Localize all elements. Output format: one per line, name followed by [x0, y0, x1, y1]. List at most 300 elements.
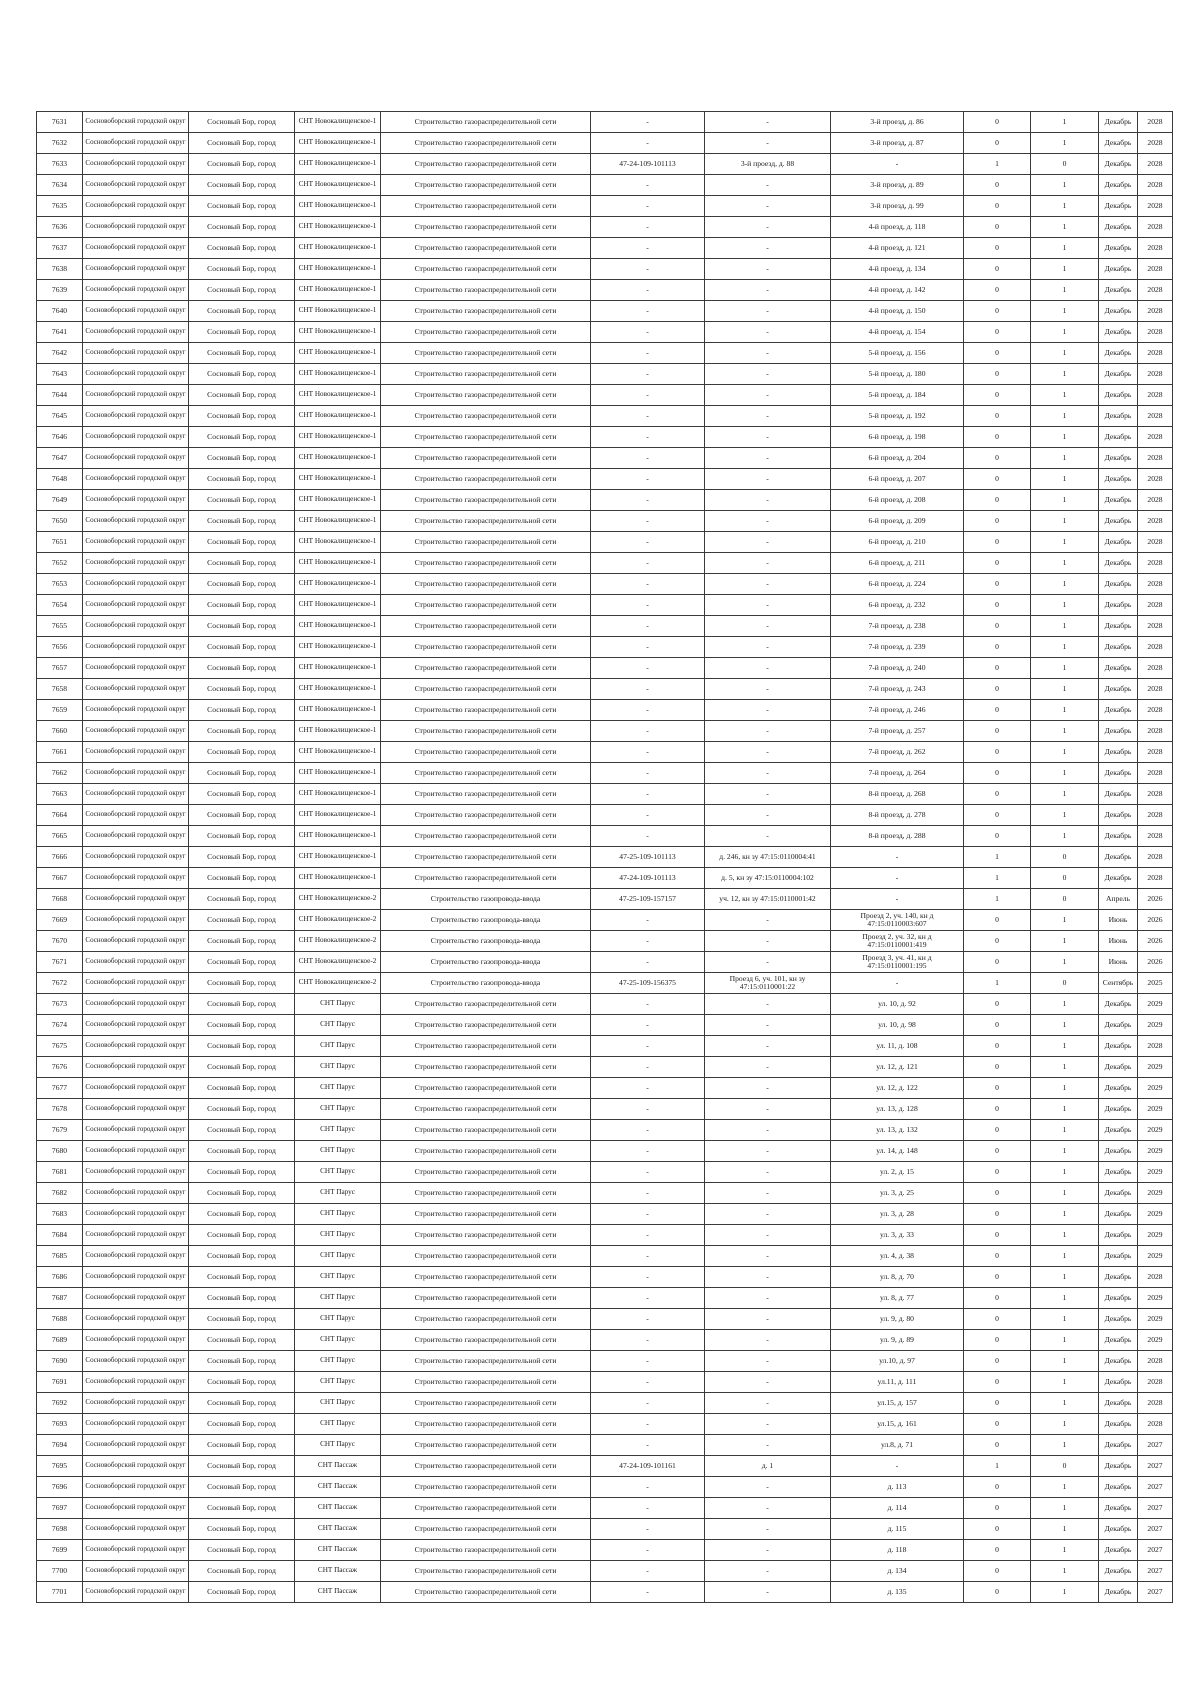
- count-b-cell: 0: [1031, 973, 1099, 994]
- row-number-cell: 7631: [37, 112, 83, 133]
- month-cell: Декабрь: [1099, 1288, 1138, 1309]
- cadastral-code-cell: -: [591, 742, 705, 763]
- row-number-cell: 7643: [37, 364, 83, 385]
- year-cell: 2028: [1138, 133, 1173, 154]
- table-row: [37, 280, 1173, 301]
- table-row: [37, 1099, 1173, 1120]
- count-a-cell: 0: [964, 1435, 1031, 1456]
- settlement-cell: Сосновый Бор, город: [189, 1015, 295, 1036]
- count-a-cell: 0: [964, 1078, 1031, 1099]
- row-number-cell: 7636: [37, 217, 83, 238]
- row-number-cell: 7633: [37, 154, 83, 175]
- count-a-cell: 1: [964, 847, 1031, 868]
- snt-cell: СНТ Новокалищенское-1: [295, 553, 381, 574]
- work-type-cell: Строительство газораспределительной сети: [381, 133, 591, 154]
- snt-cell: СНТ Парус: [295, 1057, 381, 1078]
- work-type-cell: Строительство газораспределительной сети: [381, 595, 591, 616]
- municipality-cell: Сосновоборский городской округ: [83, 1414, 189, 1435]
- count-b-cell: 1: [1031, 637, 1099, 658]
- connected-address-cell: уч. 12, кн зу 47:15:0110001:42: [705, 889, 831, 910]
- count-a-cell: 1: [964, 1456, 1031, 1477]
- count-b-cell: 1: [1031, 406, 1099, 427]
- municipality-cell: Сосновоборский городской округ: [83, 406, 189, 427]
- connected-address-cell: -: [705, 1393, 831, 1414]
- year-cell: 2028: [1138, 826, 1173, 847]
- row-number-cell: 7687: [37, 1288, 83, 1309]
- planned-address-cell: 7-й проезд, д. 264: [831, 763, 964, 784]
- connected-address-cell: -: [705, 1036, 831, 1057]
- work-type-cell: Строительство газораспределительной сети: [381, 511, 591, 532]
- municipality-cell: Сосновоборский городской округ: [83, 1099, 189, 1120]
- connected-address-cell: -: [705, 448, 831, 469]
- cadastral-code-cell: -: [591, 259, 705, 280]
- row-number-cell: 7640: [37, 301, 83, 322]
- count-a-cell: 0: [964, 1330, 1031, 1351]
- table-row: [37, 511, 1173, 532]
- count-a-cell: 0: [964, 679, 1031, 700]
- settlement-cell: Сосновый Бор, город: [189, 196, 295, 217]
- work-type-cell: Строительство газораспределительной сети: [381, 1288, 591, 1309]
- month-cell: Декабрь: [1099, 784, 1138, 805]
- count-a-cell: 0: [964, 1540, 1031, 1561]
- snt-cell: СНТ Новокалищенское-1: [295, 784, 381, 805]
- count-b-cell: 1: [1031, 1078, 1099, 1099]
- municipality-cell: Сосновоборский городской округ: [83, 1141, 189, 1162]
- row-number-cell: 7671: [37, 952, 83, 973]
- year-cell: 2028: [1138, 532, 1173, 553]
- year-cell: 2027: [1138, 1582, 1173, 1603]
- work-type-cell: Строительство газораспределительной сети: [381, 1246, 591, 1267]
- count-b-cell: 1: [1031, 217, 1099, 238]
- count-a-cell: 0: [964, 1204, 1031, 1225]
- count-a-cell: 0: [964, 217, 1031, 238]
- table-row: [37, 700, 1173, 721]
- month-cell: Декабрь: [1099, 1267, 1138, 1288]
- settlement-cell: Сосновый Бор, город: [189, 910, 295, 931]
- connected-address-cell: -: [705, 217, 831, 238]
- planned-address-cell: 7-й проезд, д. 243: [831, 679, 964, 700]
- planned-address-cell: 6-й проезд, д. 224: [831, 574, 964, 595]
- count-a-cell: 0: [964, 931, 1031, 952]
- count-a-cell: 0: [964, 175, 1031, 196]
- connected-address-cell: -: [705, 490, 831, 511]
- cadastral-code-cell: -: [591, 1540, 705, 1561]
- settlement-cell: Сосновый Бор, город: [189, 1162, 295, 1183]
- year-cell: 2028: [1138, 784, 1173, 805]
- cadastral-code-cell: 47-25-109-157157: [591, 889, 705, 910]
- month-cell: Декабрь: [1099, 637, 1138, 658]
- work-type-cell: Строительство газораспределительной сети: [381, 301, 591, 322]
- cadastral-code-cell: -: [591, 217, 705, 238]
- snt-cell: СНТ Новокалищенское-1: [295, 721, 381, 742]
- municipality-cell: Сосновоборский городской округ: [83, 1330, 189, 1351]
- count-a-cell: 0: [964, 1414, 1031, 1435]
- month-cell: Декабрь: [1099, 301, 1138, 322]
- row-number-cell: 7639: [37, 280, 83, 301]
- connected-address-cell: -: [705, 1141, 831, 1162]
- work-type-cell: Строительство газораспределительной сети: [381, 1351, 591, 1372]
- settlement-cell: Сосновый Бор, город: [189, 889, 295, 910]
- count-a-cell: 0: [964, 553, 1031, 574]
- snt-cell: СНТ Пассаж: [295, 1561, 381, 1582]
- table-row: [37, 1162, 1173, 1183]
- cadastral-code-cell: -: [591, 1519, 705, 1540]
- month-cell: Декабрь: [1099, 217, 1138, 238]
- table-row: [37, 1393, 1173, 1414]
- snt-cell: СНТ Новокалищенское-1: [295, 133, 381, 154]
- count-b-cell: 1: [1031, 1246, 1099, 1267]
- work-type-cell: Строительство газопровода-ввода: [381, 973, 591, 994]
- table-row: [37, 637, 1173, 658]
- cadastral-code-cell: -: [591, 931, 705, 952]
- settlement-cell: Сосновый Бор, город: [189, 1309, 295, 1330]
- year-cell: 2028: [1138, 658, 1173, 679]
- row-number-cell: 7637: [37, 238, 83, 259]
- settlement-cell: Сосновый Бор, город: [189, 742, 295, 763]
- year-cell: 2027: [1138, 1540, 1173, 1561]
- work-type-cell: Строительство газораспределительной сети: [381, 994, 591, 1015]
- work-type-cell: Строительство газораспределительной сети: [381, 1414, 591, 1435]
- table-row: [37, 322, 1173, 343]
- count-a-cell: 0: [964, 364, 1031, 385]
- municipality-cell: Сосновоборский городской округ: [83, 175, 189, 196]
- table-row: [37, 1141, 1173, 1162]
- count-b-cell: 1: [1031, 679, 1099, 700]
- count-b-cell: 1: [1031, 658, 1099, 679]
- cadastral-code-cell: -: [591, 1372, 705, 1393]
- count-a-cell: 0: [964, 1246, 1031, 1267]
- planned-address-cell: 6-й проезд, д. 207: [831, 469, 964, 490]
- cadastral-code-cell: -: [591, 1330, 705, 1351]
- count-b-cell: 1: [1031, 322, 1099, 343]
- count-b-cell: 1: [1031, 448, 1099, 469]
- year-cell: 2028: [1138, 112, 1173, 133]
- row-number-cell: 7700: [37, 1561, 83, 1582]
- table-row: [37, 973, 1173, 994]
- planned-address-cell: 7-й проезд, д. 262: [831, 742, 964, 763]
- count-b-cell: 1: [1031, 1309, 1099, 1330]
- count-a-cell: 0: [964, 1519, 1031, 1540]
- cadastral-code-cell: -: [591, 1078, 705, 1099]
- count-a-cell: 0: [964, 196, 1031, 217]
- table-row: [37, 259, 1173, 280]
- snt-cell: СНТ Новокалищенское-1: [295, 616, 381, 637]
- snt-cell: СНТ Новокалищенское-1: [295, 532, 381, 553]
- row-number-cell: 7635: [37, 196, 83, 217]
- cadastral-code-cell: 47-24-109-101161: [591, 1456, 705, 1477]
- count-b-cell: 1: [1031, 280, 1099, 301]
- settlement-cell: Сосновый Бор, город: [189, 1288, 295, 1309]
- work-type-cell: Строительство газораспределительной сети: [381, 1267, 591, 1288]
- connected-address-cell: -: [705, 658, 831, 679]
- work-type-cell: Строительство газораспределительной сети: [381, 1120, 591, 1141]
- connected-address-cell: -: [705, 1162, 831, 1183]
- year-cell: 2028: [1138, 616, 1173, 637]
- count-b-cell: 1: [1031, 700, 1099, 721]
- cadastral-code-cell: -: [591, 616, 705, 637]
- table-row: [37, 1561, 1173, 1582]
- municipality-cell: Сосновоборский городской округ: [83, 532, 189, 553]
- settlement-cell: Сосновый Бор, город: [189, 1498, 295, 1519]
- count-a-cell: 0: [964, 763, 1031, 784]
- planned-address-cell: 3-й проезд, д. 86: [831, 112, 964, 133]
- municipality-cell: Сосновоборский городской округ: [83, 1225, 189, 1246]
- count-b-cell: 1: [1031, 931, 1099, 952]
- count-b-cell: 1: [1031, 1120, 1099, 1141]
- connected-address-cell: -: [705, 637, 831, 658]
- snt-cell: СНТ Парус: [295, 1393, 381, 1414]
- month-cell: Декабрь: [1099, 826, 1138, 847]
- connected-address-cell: -: [705, 406, 831, 427]
- row-number-cell: 7642: [37, 343, 83, 364]
- work-type-cell: Строительство газораспределительной сети: [381, 532, 591, 553]
- table-row: [37, 721, 1173, 742]
- count-b-cell: 1: [1031, 175, 1099, 196]
- planned-address-cell: ул. 9, д. 80: [831, 1309, 964, 1330]
- connected-address-cell: -: [705, 1498, 831, 1519]
- work-type-cell: Строительство газопровода-ввода: [381, 910, 591, 931]
- planned-address-cell: 7-й проезд, д. 238: [831, 616, 964, 637]
- municipality-cell: Сосновоборский городской округ: [83, 1015, 189, 1036]
- year-cell: 2029: [1138, 1183, 1173, 1204]
- connected-address-cell: -: [705, 238, 831, 259]
- count-a-cell: 0: [964, 1561, 1031, 1582]
- table-row: [37, 805, 1173, 826]
- month-cell: Декабрь: [1099, 847, 1138, 868]
- settlement-cell: Сосновый Бор, город: [189, 658, 295, 679]
- month-cell: Декабрь: [1099, 511, 1138, 532]
- count-b-cell: 1: [1031, 1351, 1099, 1372]
- cadastral-code-cell: -: [591, 1204, 705, 1225]
- row-number-cell: 7665: [37, 826, 83, 847]
- count-a-cell: 0: [964, 742, 1031, 763]
- table-row: [37, 1351, 1173, 1372]
- row-number-cell: 7669: [37, 910, 83, 931]
- municipality-cell: Сосновоборский городской округ: [83, 322, 189, 343]
- municipality-cell: Сосновоборский городской округ: [83, 1561, 189, 1582]
- table-row: [37, 616, 1173, 637]
- table-row: [37, 679, 1173, 700]
- work-type-cell: Строительство газораспределительной сети: [381, 763, 591, 784]
- planned-address-cell: 6-й проезд, д. 198: [831, 427, 964, 448]
- table-row: [37, 196, 1173, 217]
- count-b-cell: 1: [1031, 1015, 1099, 1036]
- count-b-cell: 1: [1031, 1582, 1099, 1603]
- municipality-cell: Сосновоборский городской округ: [83, 1498, 189, 1519]
- table-row: [37, 238, 1173, 259]
- count-a-cell: 0: [964, 385, 1031, 406]
- municipality-cell: Сосновоборский городской округ: [83, 112, 189, 133]
- cadastral-code-cell: -: [591, 1267, 705, 1288]
- count-b-cell: 1: [1031, 1540, 1099, 1561]
- planned-address-cell: 4-й проезд, д. 154: [831, 322, 964, 343]
- count-b-cell: 1: [1031, 1498, 1099, 1519]
- year-cell: 2029: [1138, 1330, 1173, 1351]
- month-cell: Декабрь: [1099, 1309, 1138, 1330]
- work-type-cell: Строительство газораспределительной сети: [381, 1456, 591, 1477]
- row-number-cell: 7656: [37, 637, 83, 658]
- snt-cell: СНТ Новокалищенское-1: [295, 763, 381, 784]
- snt-cell: СНТ Новокалищенское-1: [295, 469, 381, 490]
- count-b-cell: 1: [1031, 511, 1099, 532]
- work-type-cell: Строительство газораспределительной сети: [381, 1435, 591, 1456]
- year-cell: 2028: [1138, 406, 1173, 427]
- cadastral-code-cell: -: [591, 826, 705, 847]
- cadastral-code-cell: -: [591, 532, 705, 553]
- work-type-cell: Строительство газораспределительной сети: [381, 238, 591, 259]
- table-row: [37, 1456, 1173, 1477]
- count-a-cell: 0: [964, 994, 1031, 1015]
- row-number-cell: 7638: [37, 259, 83, 280]
- month-cell: Декабрь: [1099, 322, 1138, 343]
- cadastral-code-cell: -: [591, 1414, 705, 1435]
- month-cell: Декабрь: [1099, 175, 1138, 196]
- snt-cell: СНТ Новокалищенское-1: [295, 280, 381, 301]
- month-cell: Декабрь: [1099, 1246, 1138, 1267]
- cadastral-code-cell: -: [591, 280, 705, 301]
- row-number-cell: 7646: [37, 427, 83, 448]
- planned-address-cell: 6-й проезд, д. 211: [831, 553, 964, 574]
- snt-cell: СНТ Новокалищенское-2: [295, 952, 381, 973]
- settlement-cell: Сосновый Бор, город: [189, 301, 295, 322]
- settlement-cell: Сосновый Бор, город: [189, 1414, 295, 1435]
- connected-address-cell: -: [705, 1330, 831, 1351]
- row-number-cell: 7652: [37, 553, 83, 574]
- count-b-cell: 0: [1031, 868, 1099, 889]
- row-number-cell: 7692: [37, 1393, 83, 1414]
- row-number-cell: 7691: [37, 1372, 83, 1393]
- cadastral-code-cell: -: [591, 721, 705, 742]
- year-cell: 2028: [1138, 448, 1173, 469]
- planned-address-cell: Проезд 3, уч. 41, кн д 47:15:0110001:195: [831, 952, 964, 973]
- cadastral-code-cell: -: [591, 448, 705, 469]
- table-body: [37, 112, 1173, 1603]
- count-a-cell: 0: [964, 784, 1031, 805]
- month-cell: Декабрь: [1099, 1351, 1138, 1372]
- row-number-cell: 7634: [37, 175, 83, 196]
- work-type-cell: Строительство газораспределительной сети: [381, 1204, 591, 1225]
- municipality-cell: Сосновоборский городской округ: [83, 1351, 189, 1372]
- work-type-cell: Строительство газораспределительной сети: [381, 574, 591, 595]
- snt-cell: СНТ Новокалищенское-1: [295, 322, 381, 343]
- planned-address-cell: д. 134: [831, 1561, 964, 1582]
- row-number-cell: 7698: [37, 1519, 83, 1540]
- snt-cell: СНТ Парус: [295, 1351, 381, 1372]
- planned-address-cell: 4-й проезд, д. 118: [831, 217, 964, 238]
- snt-cell: СНТ Парус: [295, 1099, 381, 1120]
- work-type-cell: Строительство газораспределительной сети: [381, 700, 591, 721]
- connected-address-cell: -: [705, 616, 831, 637]
- municipality-cell: Сосновоборский городской округ: [83, 1519, 189, 1540]
- count-a-cell: 0: [964, 910, 1031, 931]
- snt-cell: СНТ Пассаж: [295, 1477, 381, 1498]
- settlement-cell: Сосновый Бор, город: [189, 763, 295, 784]
- year-cell: 2028: [1138, 637, 1173, 658]
- year-cell: 2028: [1138, 364, 1173, 385]
- settlement-cell: Сосновый Бор, город: [189, 1141, 295, 1162]
- count-b-cell: 1: [1031, 994, 1099, 1015]
- connected-address-cell: -: [705, 763, 831, 784]
- month-cell: Декабрь: [1099, 868, 1138, 889]
- snt-cell: СНТ Парус: [295, 1183, 381, 1204]
- work-type-cell: Строительство газопровода-ввода: [381, 931, 591, 952]
- work-type-cell: Строительство газопровода-ввода: [381, 889, 591, 910]
- table-row: [37, 343, 1173, 364]
- municipality-cell: Сосновоборский городской округ: [83, 511, 189, 532]
- count-b-cell: 1: [1031, 553, 1099, 574]
- year-cell: 2029: [1138, 1099, 1173, 1120]
- table-row: [37, 1057, 1173, 1078]
- row-number-cell: 7663: [37, 784, 83, 805]
- count-a-cell: 0: [964, 826, 1031, 847]
- row-number-cell: 7659: [37, 700, 83, 721]
- year-cell: 2028: [1138, 742, 1173, 763]
- table-row: [37, 1372, 1173, 1393]
- snt-cell: СНТ Новокалищенское-2: [295, 889, 381, 910]
- count-b-cell: 1: [1031, 763, 1099, 784]
- work-type-cell: Строительство газораспределительной сети: [381, 406, 591, 427]
- settlement-cell: Сосновый Бор, город: [189, 427, 295, 448]
- row-number-cell: 7645: [37, 406, 83, 427]
- row-number-cell: 7660: [37, 721, 83, 742]
- month-cell: Декабрь: [1099, 1099, 1138, 1120]
- settlement-cell: Сосновый Бор, город: [189, 1477, 295, 1498]
- count-b-cell: 1: [1031, 784, 1099, 805]
- connected-address-cell: -: [705, 1582, 831, 1603]
- work-type-cell: Строительство газораспределительной сети: [381, 679, 591, 700]
- snt-cell: СНТ Пассаж: [295, 1498, 381, 1519]
- snt-cell: СНТ Новокалищенское-1: [295, 364, 381, 385]
- connected-address-cell: -: [705, 595, 831, 616]
- planned-address-cell: ул. 8, д. 77: [831, 1288, 964, 1309]
- cadastral-code-cell: -: [591, 910, 705, 931]
- settlement-cell: Сосновый Бор, город: [189, 217, 295, 238]
- cadastral-code-cell: -: [591, 1015, 705, 1036]
- settlement-cell: Сосновый Бор, город: [189, 553, 295, 574]
- work-type-cell: Строительство газораспределительной сети: [381, 1330, 591, 1351]
- work-type-cell: Строительство газораспределительной сети: [381, 805, 591, 826]
- municipality-cell: Сосновоборский городской округ: [83, 616, 189, 637]
- year-cell: 2028: [1138, 301, 1173, 322]
- month-cell: Декабрь: [1099, 1477, 1138, 1498]
- year-cell: 2028: [1138, 427, 1173, 448]
- month-cell: Декабрь: [1099, 1330, 1138, 1351]
- planned-address-cell: д. 114: [831, 1498, 964, 1519]
- count-b-cell: 1: [1031, 469, 1099, 490]
- month-cell: Декабрь: [1099, 1036, 1138, 1057]
- row-number-cell: 7661: [37, 742, 83, 763]
- row-number-cell: 7675: [37, 1036, 83, 1057]
- settlement-cell: Сосновый Бор, город: [189, 616, 295, 637]
- work-type-cell: Строительство газораспределительной сети: [381, 1540, 591, 1561]
- municipality-cell: Сосновоборский городской округ: [83, 238, 189, 259]
- count-a-cell: 0: [964, 1351, 1031, 1372]
- settlement-cell: Сосновый Бор, город: [189, 1540, 295, 1561]
- count-a-cell: 0: [964, 595, 1031, 616]
- settlement-cell: Сосновый Бор, город: [189, 406, 295, 427]
- snt-cell: СНТ Новокалищенское-1: [295, 448, 381, 469]
- municipality-cell: Сосновоборский городской округ: [83, 847, 189, 868]
- planned-address-cell: д. 113: [831, 1477, 964, 1498]
- month-cell: Декабрь: [1099, 574, 1138, 595]
- count-b-cell: 1: [1031, 1519, 1099, 1540]
- settlement-cell: Сосновый Бор, город: [189, 1246, 295, 1267]
- month-cell: Декабрь: [1099, 1183, 1138, 1204]
- count-a-cell: 0: [964, 637, 1031, 658]
- planned-address-cell: -: [831, 1456, 964, 1477]
- year-cell: 2028: [1138, 868, 1173, 889]
- work-type-cell: Строительство газораспределительной сети: [381, 1372, 591, 1393]
